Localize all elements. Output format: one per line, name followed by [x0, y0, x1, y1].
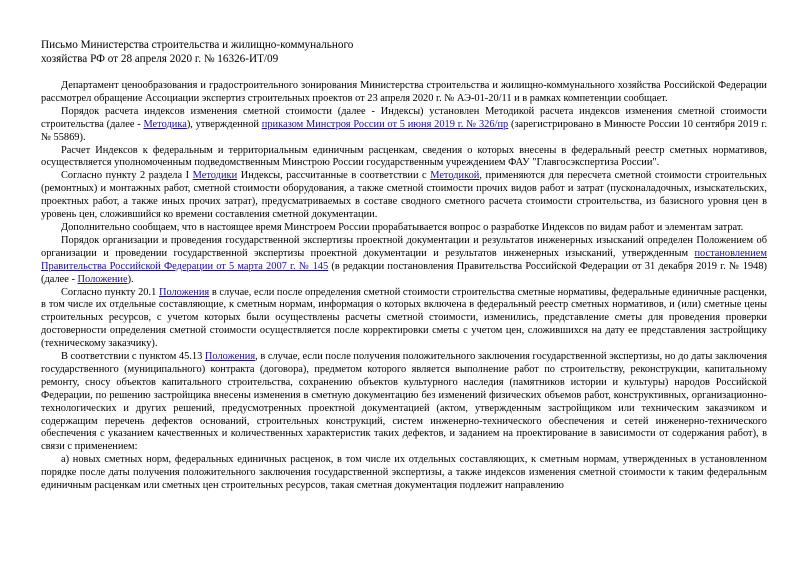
link-methodology-2[interactable]: Методики: [192, 170, 238, 182]
link-methodology[interactable]: Методика: [143, 118, 187, 130]
text-segment: Порядок расчета индексов изменения сметной стоимости (далее - Индексы) установлен Методикой расчета индексов изменения сметной стоимости строительства (далее -: [41, 105, 767, 130]
link-methodology-3[interactable]: Методикой: [430, 170, 480, 182]
paragraph-methodology: [41, 106, 767, 145]
document-title: [41, 38, 767, 66]
text-segment: Согласно пункту 2 раздела I: [61, 170, 193, 182]
paragraph-index-calculation: Расчет Индексов к федеральным и территориальным единичным расценкам, сведения о которых внесены в федеральный реестр сметных нормативов, осуществляется уполномоченным подведомственным Минстрою России государственным учреждением ФАУ "Главгосэкспертиза России".: [41, 144, 767, 169]
link-regulation-2[interactable]: Положения: [158, 286, 210, 298]
text-segment: (зарегистрировано в Минюсте России 10 сентября 2019 г. № 55869).: [41, 118, 768, 143]
text-segment: В соответствии с пунктом 45.13: [61, 351, 205, 363]
link-resolution-145[interactable]: постановлением Правительства Российской Федерации от 5 марта 2007 г. № 145: [41, 247, 767, 272]
text-segment: Порядок организации и проведения государственной экспертизы проектной документации и результатов инженерных изысканий определен Положением об организации и проведении государственной экспертизы проектной документации и результатов инженерных изысканий, утвержденным: [41, 234, 767, 259]
paragraph-intro: Департамент ценообразования и градостроительного зонирования Министерства строительства и жилищно-коммунального хозяйства Российской Федерации рассмотрел обращение Ассоциации экспертиз строительных проектов от 23 апреля 2020 г. № АЭ-01-20/11 и в рамках компетенции сообщает.: [41, 80, 767, 104]
text-segment: Согласно пункту 20.1: [61, 286, 159, 298]
link-order-326[interactable]: приказом Минстроя России от 5 июня 2019 г. № 326/пр: [261, 118, 509, 130]
paragraph-expertise-order: [41, 235, 767, 287]
paragraph-subitem-a: а) новых сметных норм, федеральных единичных расценок, в том числе их отдельных составляющих, к сметным нормам, утвержденных в установленном порядке после даты получения положительного заключения государственной экспертизы, а также индексов изменения сметной стоимости к таким федеральным единичным расценкам или сметных цен строительных ресурсов, такая сметная документация подлежит направлению: [41, 454, 767, 492]
paragraph-item-20-1: [41, 287, 767, 352]
text-segment: Индексы, рассчитанные в соответствии с: [237, 170, 431, 182]
link-regulation[interactable]: Положение: [77, 273, 128, 285]
paragraph-additional: Дополнительно сообщаем, что в настоящее время Минстроем России прорабатывается вопрос о разработке Индексов по видам работ и элементам затрат.: [61, 221, 744, 233]
text-segment: ).: [127, 273, 134, 285]
text-segment: в случае, если после определения сметной стоимости строительства сметные нормативы, федеральные единичные расценки, в том числе их отдельные составляющие, к сметным нормам, информация о которых включена в федеральный реестр сметных нормативов, и (или) сметные цены строительных ресурсов, с учетом которых были осуществлены расчеты сметной стоимости, изменились, представление сметы для проведения проверки достоверности определения сметной стоимости осуществляется после корректировки сметы с учетом цен, сложившихся на дату ее представления застройщику (техническому заказчику).: [41, 286, 768, 350]
text-segment: (в редакции постановления Правительства Российской Федерации от 31 декабря 2019 г. № 1948) (далее -: [41, 260, 767, 285]
title-line-1: Письмо Министерства строительства и жилищно-коммунального: [41, 39, 354, 51]
text-segment: , в случае, если после получения положительного заключения государственной экспертизы, но до даты заключения государственного (муниципального) контракта (договора), предметом которого является выполнение работ по строительству, реконструкции, капитальному ремонту, сносу объектов капитального строительства, сохранению объектов культурного наследия (памятников истории и культуры) народов Российской Федерации, по решению застройщика внесены изменения в сметную документацию без изменений физических объемов работ, конструктивных, организационно-технологических и других решений, предусмотренных проектной документацией (актом, утвержденным застройщиком или техническим заказчиком и содержащим перечень дефектов оснований, строительных конструкций, систем инженерно-технического обеспечения и сетей инженерно-технического обеспечения с указанием качественных и количественных характеристик таких дефектов, и заданием на проектирование в зависимости от содержания работ), в связи с применением:: [41, 351, 767, 453]
paragraph-section-2: [41, 170, 767, 222]
paragraph-item-45-13: [41, 351, 767, 454]
text-segment: ), утвержденной: [186, 118, 262, 130]
text-segment: , применяются для пересчета сметной стоимости строительных (ремонтных) и монтажных работ, сметной стоимости оборудования, а также сметной стоимости прочих видов работ и затрат (пусконаладочных, изыскательских, проектных работ, а также иных прочих затрат), предусматриваемых в составе сводного сметного расчета стоимости строительства, из базисного уровня цен в уровень цен, сложившийся ко времени составления сметной документации.: [41, 170, 767, 221]
title-line-2: хозяйства РФ от 28 апреля 2020 г. № 16326-ИТ/09: [41, 53, 279, 65]
link-regulation-3[interactable]: Положения: [204, 351, 256, 363]
